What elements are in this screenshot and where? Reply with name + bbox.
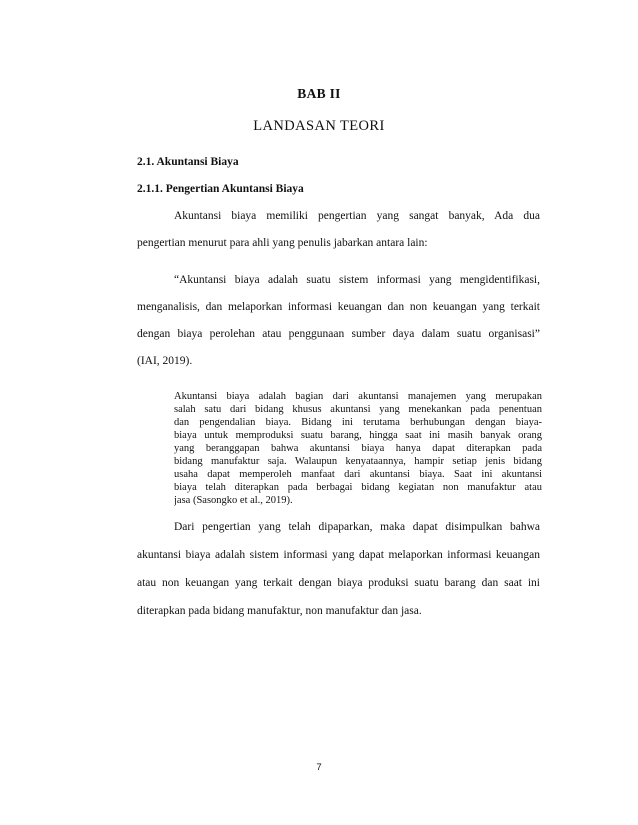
- conclusion-line: atau non keuangan yang terkait dengan biaya produksi suatu barang dan saat ini: [137, 577, 540, 589]
- blockquote-line: biaya untuk memproduksi suatu barang, hingga saat ini masih banyak orang: [174, 430, 542, 441]
- blockquote-line: salah satu dari bidang khusus akuntansi yang menekankan pada penentuan: [174, 404, 542, 415]
- conclusion-line: diterapkan pada bidang manufaktur, non manufaktur dan jasa.: [137, 605, 422, 617]
- quote-line: menganalisis, dan melaporkan informasi keuangan dan non keuangan yang terkait: [137, 301, 540, 313]
- blockquote-line: Akuntansi biaya adalah bagian dari akuntansi manajemen yang merupakan: [174, 391, 542, 402]
- section-heading-2-1-1: 2.1.1. Pengertian Akuntansi Biaya: [137, 183, 304, 195]
- quote-line: dengan biaya perolehan atau penggunaan sumber daya dalam suatu organisasi”: [137, 328, 540, 340]
- page-number: 7: [316, 762, 322, 773]
- conclusion-line: akuntansi biaya adalah sistem informasi yang dapat melaporkan informasi keuangan: [137, 549, 540, 561]
- chapter-label: BAB II: [297, 86, 341, 101]
- blockquote-line: yang beranggapan bahwa akuntansi biaya hanya dapat diterapkan pada: [174, 443, 542, 454]
- blockquote-line: jasa (Sasongko et al., 2019).: [174, 495, 293, 506]
- conclusion-line: Dari pengertian yang telah dipaparkan, maka dapat disimpulkan bahwa: [174, 521, 540, 533]
- intro-line: Akuntansi biaya memiliki pengertian yang sangat banyak, Ada dua: [174, 210, 540, 222]
- quote-line: “Akuntansi biaya adalah suatu sistem informasi yang mengidentifikasi,: [174, 274, 540, 286]
- blockquote-line: biaya telah diterapkan pada berbagai bidang kegiatan non manufaktur atau: [174, 482, 542, 493]
- intro-line: pengertian menurut para ahli yang penulis jabarkan antara lain:: [137, 237, 428, 249]
- section-heading-2-1: 2.1. Akuntansi Biaya: [137, 156, 239, 168]
- blockquote-line: usaha dapat memperoleh manfaat dari akuntansi biaya. Saat ini akuntansi: [174, 469, 542, 480]
- chapter-title: LANDASAN TEORI: [253, 118, 385, 134]
- blockquote-line: bidang manufaktur saja. Walaupun kenyataannya, hampir setiap jenis bidang: [174, 456, 542, 467]
- blockquote-line: dan pengendalian biaya. Bidang ini terutama berhubungan dengan biaya-: [174, 417, 542, 428]
- quote-line: (IAI, 2019).: [137, 355, 193, 367]
